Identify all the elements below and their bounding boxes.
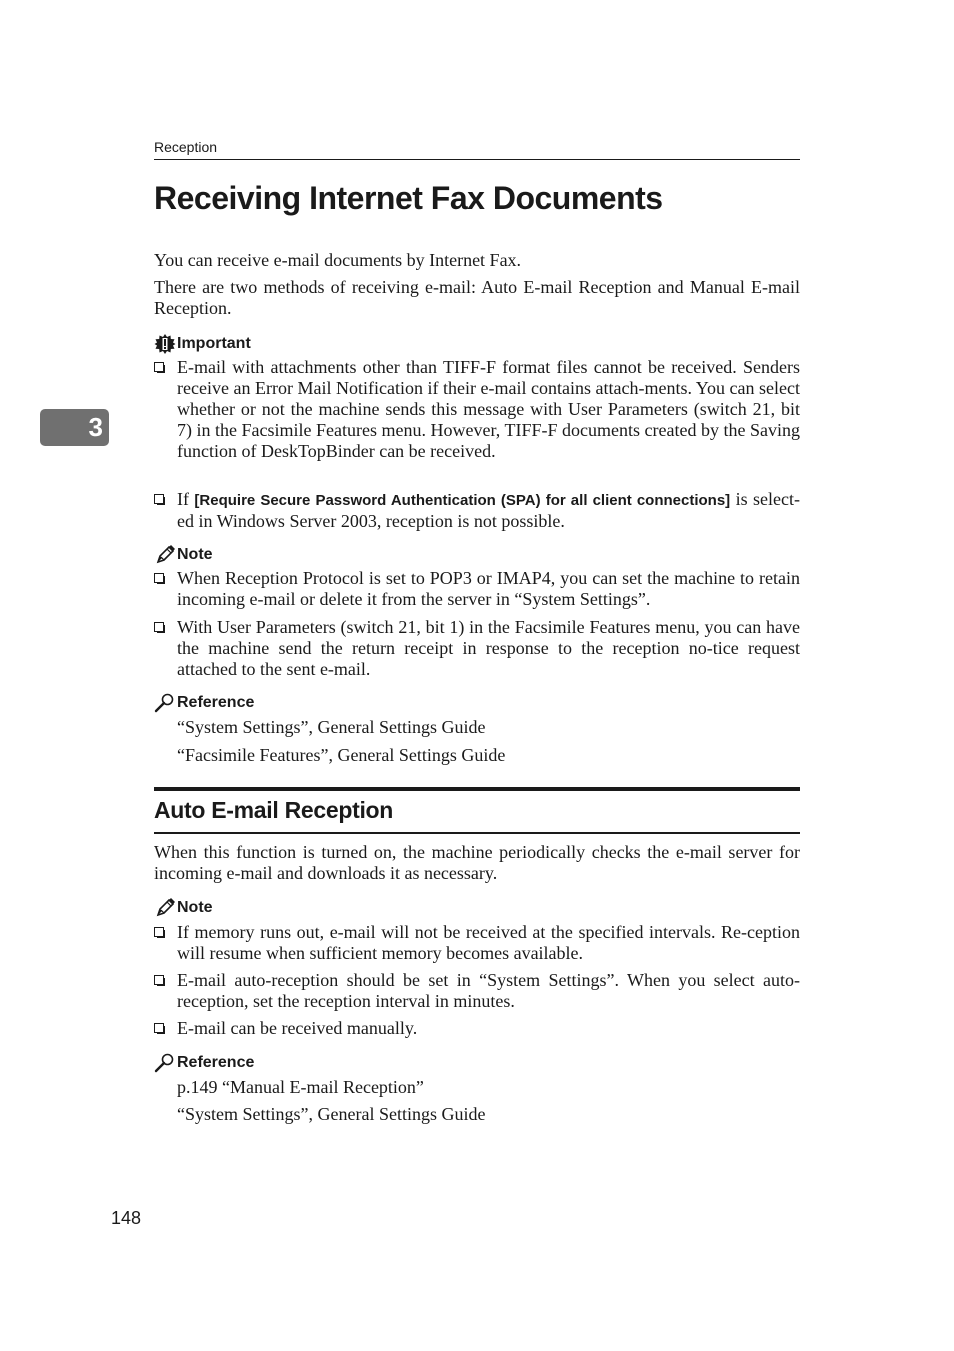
- magnifier-icon: [154, 1052, 176, 1074]
- page-number: 148: [111, 1208, 142, 1228]
- reference-line: “Facsimile Features”, General Settings Guide: [177, 745, 506, 765]
- checkbox-bullet-icon: [154, 1023, 164, 1033]
- reference-line: p.149 “Manual E-mail Reception”: [177, 1077, 424, 1097]
- reference-label: Reference: [177, 1054, 255, 1071]
- magnifier-icon: [154, 692, 176, 714]
- intro-paragraph: You can receive e-mail documents by Internet Fax.: [154, 250, 522, 270]
- note-item: [154, 922, 800, 964]
- note-label: Note: [177, 899, 213, 916]
- section-heading: Auto E-mail Reception: [154, 797, 394, 823]
- note-label: Note: [177, 546, 213, 563]
- pencil-icon: [154, 897, 176, 919]
- checkbox-bullet-icon: [154, 975, 164, 985]
- reference-label: Reference: [177, 694, 255, 711]
- section-body: When this function is turned on, the machine periodically checks the e-mail server for incoming e-mail and downloads it as necessary.: [154, 842, 800, 883]
- note-item-text: E-mail can be received manually.: [177, 1018, 418, 1038]
- important-item-text: [177, 489, 800, 532]
- reference-heading: [154, 1052, 254, 1074]
- important-item: [154, 489, 800, 532]
- page-title: Receiving Internet Fax Documents: [154, 180, 663, 216]
- note-item: [154, 1018, 800, 1039]
- note-item-text: If memory runs out, e-mail will not be received at the specified intervals. Re-ception will resume when sufficient memory becomes available.: [177, 922, 800, 963]
- section-rule: [154, 787, 800, 791]
- setting-name: [Require Secure Password Authentication (SPA) for all client connections]: [194, 492, 731, 509]
- checkbox-bullet-icon: [154, 573, 164, 583]
- running-header: Reception: [154, 139, 800, 160]
- note-item-text: With User Parameters (switch 21, bit 1) in the Facsimile Features menu, you can have the machine send the return receipt in response to the reception no-tice request attached to the sent e-mail.: [177, 617, 800, 679]
- note-item: [154, 568, 800, 610]
- important-label: Important: [177, 335, 251, 352]
- intro-paragraph: There are two methods of receiving e-mail: Auto E-mail Reception and Manual E-mail Reception.: [154, 277, 800, 318]
- checkbox-bullet-icon: [154, 362, 164, 372]
- note-item: [154, 617, 800, 680]
- important-heading: [154, 333, 251, 355]
- section-rule: [154, 832, 800, 834]
- reference-heading: [154, 692, 254, 714]
- checkbox-bullet-icon: [154, 494, 164, 504]
- note-heading: [154, 897, 213, 919]
- note-item-text: E-mail auto-reception should be set in “System Settings”. When you select auto-reception, set the reception interval in minutes.: [177, 970, 800, 1011]
- pencil-icon: [154, 544, 176, 566]
- important-item: [154, 357, 800, 462]
- checkbox-bullet-icon: [154, 927, 164, 937]
- chapter-tab: 3: [40, 409, 109, 446]
- important-item-prefix: If: [177, 489, 195, 509]
- reference-line: “System Settings”, General Settings Guide: [177, 717, 486, 737]
- important-item-suffix: is select-ed in Windows Server 2003, reception is not possible.: [177, 489, 800, 531]
- checkbox-bullet-icon: [154, 622, 164, 632]
- reference-line: “System Settings”, General Settings Guide: [177, 1104, 486, 1124]
- note-heading: [154, 544, 213, 566]
- important-icon: [154, 333, 176, 355]
- note-item: [154, 970, 800, 1012]
- important-item-text: E-mail with attachments other than TIFF-F format files cannot be received. Senders receive an Error Mail Notification if their e-mail contains attach-ments. You can select whether or not the machine sends this message with User Parameters (switch 21, bit 7) in the Facsimile Features menu. However, TIFF-F documents created by the Saving function of DeskTopBinder can be received.: [177, 357, 800, 461]
- note-item-text: When Reception Protocol is set to POP3 or IMAP4, you can set the machine to retain incoming e-mail or delete it from the server in “System Settings”.: [177, 568, 800, 609]
